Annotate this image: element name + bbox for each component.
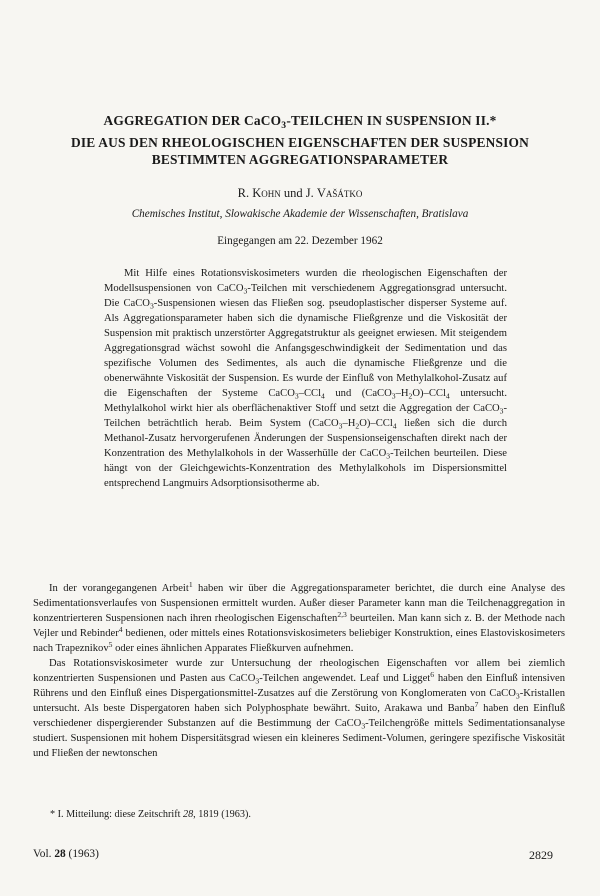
author-vasatko: Vašátko [316, 186, 363, 200]
page-footer [33, 848, 553, 863]
received-date: Eingegangen am 22. Dezember 1962 [217, 235, 383, 247]
footnote: * I. Mitteilung: diese Zeitschrift 28, 1819 (1963). [50, 809, 251, 820]
authors: R. Kohn und J. Vašátko [237, 186, 363, 200]
abstract [104, 266, 507, 491]
journal-volume: Vol. 28 (1963) [33, 848, 99, 860]
page-number: 2829 [529, 848, 553, 862]
main-text [33, 581, 565, 761]
title-line-3: BESTIMMTEN AGGREGATIONSPARAMETER [151, 152, 449, 167]
reference-marker: 5 [108, 640, 113, 650]
title-line-2: DIE AUS DEN RHEOLOGISCHEN EIGENSCHAFTEN DER SUSPENSION [71, 135, 529, 150]
title-line-1: AGGREGATION DER CaCO$_3$-TEILCHEN IN SUSPENSION II.* [103, 113, 497, 131]
reference-marker: 7 [474, 700, 479, 710]
affiliation: Chemisches Institut, Slowakische Akademie der Wissenschaften, Bratislava [131, 208, 469, 220]
reference-marker: 1 [188, 580, 193, 590]
author-kohn: Kohn [252, 186, 281, 200]
abstract-paragraph: Mit Hilfe eines Rotationsviskosimeters wurden die rheologischen Eigenschaften der Modellsuspensionen von CaCO$_3$-Teilchen mit verschiedenem Aggregationsgrad untersucht. Die CaCO$_3$-Suspensionen wiesen das Fließen sog. pseudoplastischer disperser Systeme auf. Als Aggregationsparameter haben sich die dynamische Fließgrenze und die Viskosität der Suspension mit praktisch unzerstörter Aggregatstruktur als geeignet erwiesen. Mit steigendem Aggregationsgrad wächst sowohl die Anfangsgeschwindigkeit der Sedimentation und das spezifische Volumen des Sedimentes, als auch die dynamische Fließgrenze und die obenerwähnte Viskosität der Suspension. Es wurde der Einfluß von Methylalkohol-Zusatz auf die Eigenschaften der Systeme CaCO$_3$–CCl$_4$ und $(CaCO_3-H_2O)-CCl_4$ untersucht. Methylalkohol wirkt hier als oberflächenaktiver Stoff und setzt die Aggregation der CaCO$_3$-Teilchen beträchtlich herab. Beim System $(CaCO_3-H_2O)-CCl_4$ ließen sich die durch Methanol-Zusatz hervorgerufenen Änderungen der Suspensionseigenschaften direkt nach der Konzentration des Methylalkohols in der Wasserhülle der CaCO$_3$-Teilchen beurteilen. Diese hängt von der Gleichgewichts-Konzentration des Methylalkohols im Dispersionsmittel entsprechend Langmuirs Adsorptionsisotherme ab. [104, 268, 508, 489]
body-paragraph-1: In der vorangegangenen Arbeit$^1$ haben wir über die Aggregationsparameter berichtet, die durch eine Analyse des Sedimentationsverlaufes von Suspensionen ermittelt wurden. Außer dieser Parameter kann man die Teilchenaggregation in konzentrierteren Suspensionen nach ihren rheologischen Eigenschaften$^{2,3}$ beurteilen. Man kann sich z. B. der Methode nach Vejler und Rebinder$^4$ bedienen, oder mittels eines Rotationsviskosimeters beliebiger Konstruktion, eines Elastoviskosimeters nach Trapeznikov$^5$ oder eines ähnlichen Apparates Fließkurven aufnehmen. [33, 580, 565, 654]
reference-marker: 4 [118, 625, 123, 635]
reference-marker: 6 [430, 670, 435, 680]
body-paragraph-2: Das Rotationsviskosimeter wurde zur Untersuchung der rheologischen Eigenschaften vor allem bei ziemlich konzentrierten Suspensionen und Pasten aus CaCO$_3$-Teilchen angewendet. Leaf und Ligget$^6$ haben den Einfluß intensiven Rührens und den Einfluß eines Dispergationsmittel-Zusatzes auf die Zerstörung von Konglomeraten von CaCO$_3$-Kristallen untersucht. Als beste Dispergatoren haben sich Polyphosphate bewährt. Suito, Arakawa und Banba$^7$ haben den Einfluß verschiedener dispergierender Substanzen auf die Bestimmung der CaCO$_3$-Teilchengröße mittels Sedimentationsanalyse studiert. Suspensionen mit hohem Dispersitätsgrad wiesen ein kleineres Sediment-Volumen, geringere spezifische Viskosität und Fließen der newtonschen [33, 658, 566, 759]
reference-marker: 2,3 [337, 610, 347, 620]
